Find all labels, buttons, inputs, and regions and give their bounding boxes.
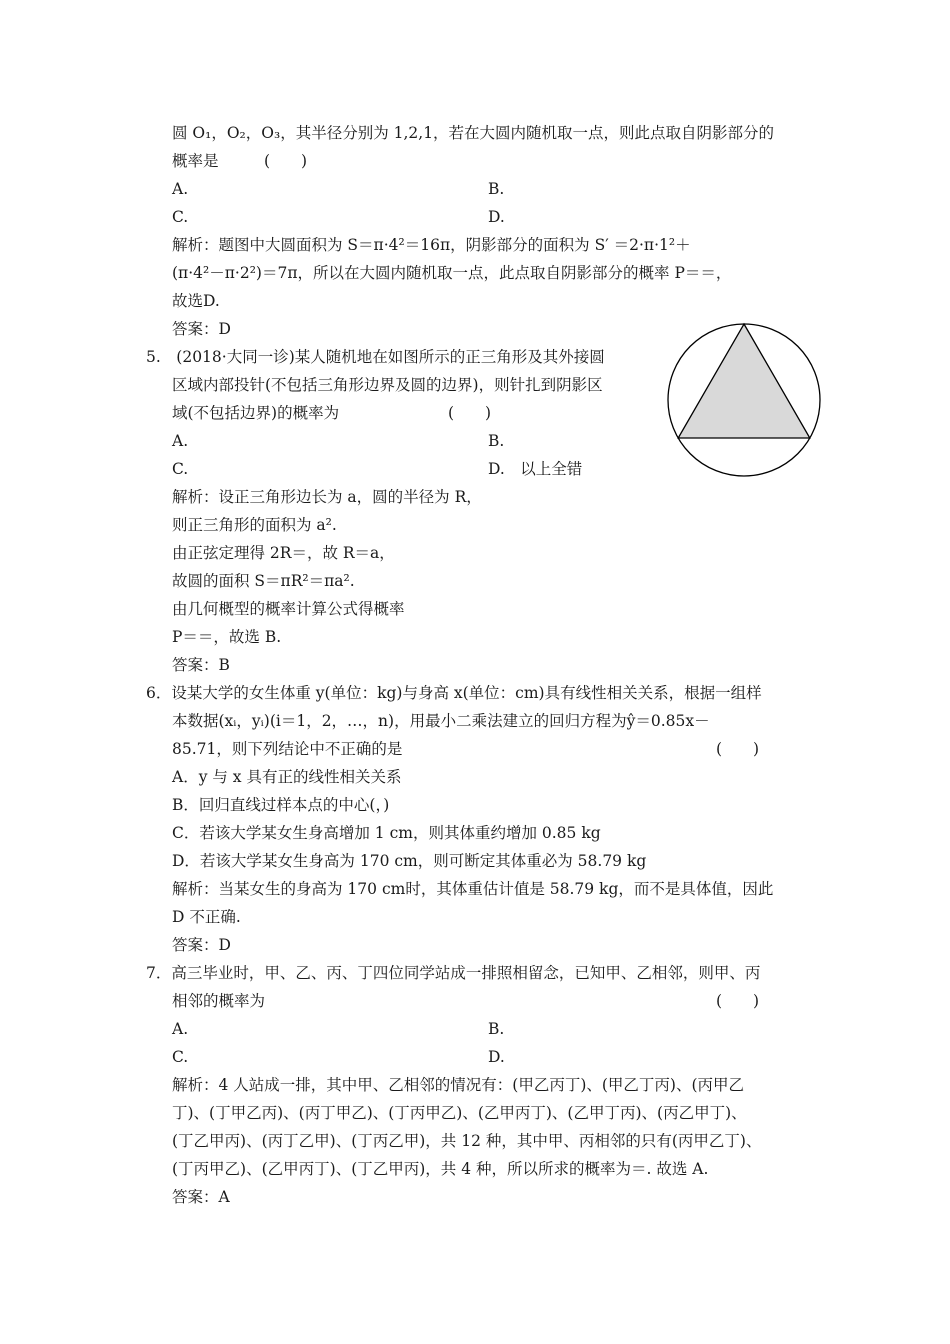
q4-answer-blank: ( ) — [264, 152, 308, 170]
q4-solution-line3: 故选D. — [172, 292, 220, 310]
q5-answer: 答案：B — [172, 656, 230, 674]
q6-solution-line2: D 不正确. — [172, 908, 241, 926]
shaded-triangle — [678, 324, 810, 438]
q5-solution-line6: P＝＝，故选 B. — [172, 628, 282, 646]
q6-answer: 答案：D — [172, 936, 231, 954]
q6-answer-blank: ( ) — [716, 740, 760, 758]
q6-option-a: A．y 与 x 具有正的线性相关关系 — [172, 768, 402, 786]
q6-stem-line3: 85.71，则下列结论中不正确的是 — [172, 740, 403, 758]
q4-option-a: A. — [172, 180, 189, 198]
q7-stem-line1: 7．高三毕业时，甲、乙、丙、丁四位同学站成一排照相留念，已知甲、乙相邻，则甲、丙 — [146, 964, 761, 982]
q7-option-d: D. — [488, 1048, 505, 1066]
q7-solution-line1: 解析：4 人站成一排，其中甲、乙相邻的情况有：(甲乙丙丁)、(甲乙丁丙)、(丙甲乙 — [172, 1076, 745, 1094]
q7-solution-line3: (丁乙甲丙)、(丙丁乙甲)、(丁丙乙甲)，共 12 种，其中甲、丙相邻的只有(丙甲乙丁)、 — [172, 1132, 762, 1150]
q7-answer: 答案：A — [172, 1188, 230, 1206]
q7-option-b: B. — [488, 1020, 505, 1038]
q7-solution-line2: 丁)、(丁甲乙丙)、(丙丁甲乙)、(丁丙甲乙)、(乙甲丙丁)、(乙甲丁丙)、(丙乙甲丁)、 — [172, 1104, 747, 1122]
q5-solution-line1: 解析：设正三角形边长为 a，圆的半径为 R， — [172, 488, 482, 506]
q5-solution-line2: 则正三角形的面积为 a². — [172, 516, 337, 534]
q4-solution-line1: 解析：题图中大圆面积为 S＝π·4²＝16π，阴影部分的面积为 S′ ＝2·π·1²＋ — [172, 236, 691, 254]
q6-stem-line1: 6．设某大学的女生体重 y(单位：kg)与身高 x(单位：cm)具有线性相关关系，根据一组样 — [146, 684, 762, 702]
q6-option-d: D．若该大学某女生身高为 170 cm，则可断定其体重必为 58.79 kg — [172, 852, 647, 870]
q7-solution-line4: (丁丙甲乙)、(乙甲丙丁)、(丁乙甲丙)，共 4 种，所以所求的概率为＝. 故选 A. — [172, 1160, 709, 1178]
q7-option-a: A. — [172, 1020, 189, 1038]
q5-stem-line3: 域(不包括边界)的概率为 — [172, 404, 340, 422]
q6-stem-line2: 本数据(xᵢ，yᵢ)(i＝1，2，…，n)，用最小二乘法建立的回归方程为ŷ＝0.85x－ — [172, 712, 710, 730]
q5-option-d: D. 以上全错 — [488, 460, 583, 478]
q6-solution-line1: 解析：当某女生的身高为 170 cm时，其体重估计值是 58.79 kg，而不是具体值，因此 — [172, 880, 774, 898]
q4-stem-line1: 圆 O₁，O₂，O₃，其半径分别为 1,2,1，若在大圆内随机取一点，则此点取自阴影部分的 — [172, 124, 775, 142]
q4-option-d: D. — [488, 208, 505, 226]
q5-stem-line1: 5. (2018·大同一诊)某人随机地在如图所示的正三角形及其外接圆 — [146, 348, 605, 366]
q5-option-c: C. — [172, 460, 189, 478]
q7-stem-line2: 相邻的概率为 — [172, 992, 266, 1010]
q5-solution-line3: 由正弦定理得 2R＝，故 R＝a， — [172, 544, 395, 562]
q7-option-c: C. — [172, 1048, 189, 1066]
q6-option-b: B．回归直线过样本点的中心(，) — [172, 796, 390, 814]
q4-solution-line2: (π·4²－π·2²)＝7π，所以在大圆内随机取一点，此点取自阴影部分的概率 P＝＝， — [172, 264, 732, 282]
q7-answer-blank: ( ) — [716, 992, 760, 1010]
q4-answer: 答案：D — [172, 320, 231, 338]
q5-solution-line4: 故圆的面积 S＝πR²＝πa². — [172, 572, 355, 590]
q5-answer-blank: ( ) — [448, 404, 492, 422]
q5-solution-line5: 由几何概型的概率计算公式得概率 — [172, 600, 405, 618]
q4-option-b: B. — [488, 180, 505, 198]
triangle-in-circle-figure — [666, 322, 822, 478]
q4-stem-line2: 概率是 — [172, 152, 219, 170]
q4-option-c: C. — [172, 208, 189, 226]
q5-option-a: A. — [172, 432, 189, 450]
q6-option-c: C．若该大学某女生身高增加 1 cm，则其体重约增加 0.85 kg — [172, 824, 601, 842]
q5-stem-line2: 区域内部投针(不包括三角形边界及圆的边界)，则针扎到阴影区 — [172, 376, 603, 394]
q5-option-b: B. — [488, 432, 505, 450]
